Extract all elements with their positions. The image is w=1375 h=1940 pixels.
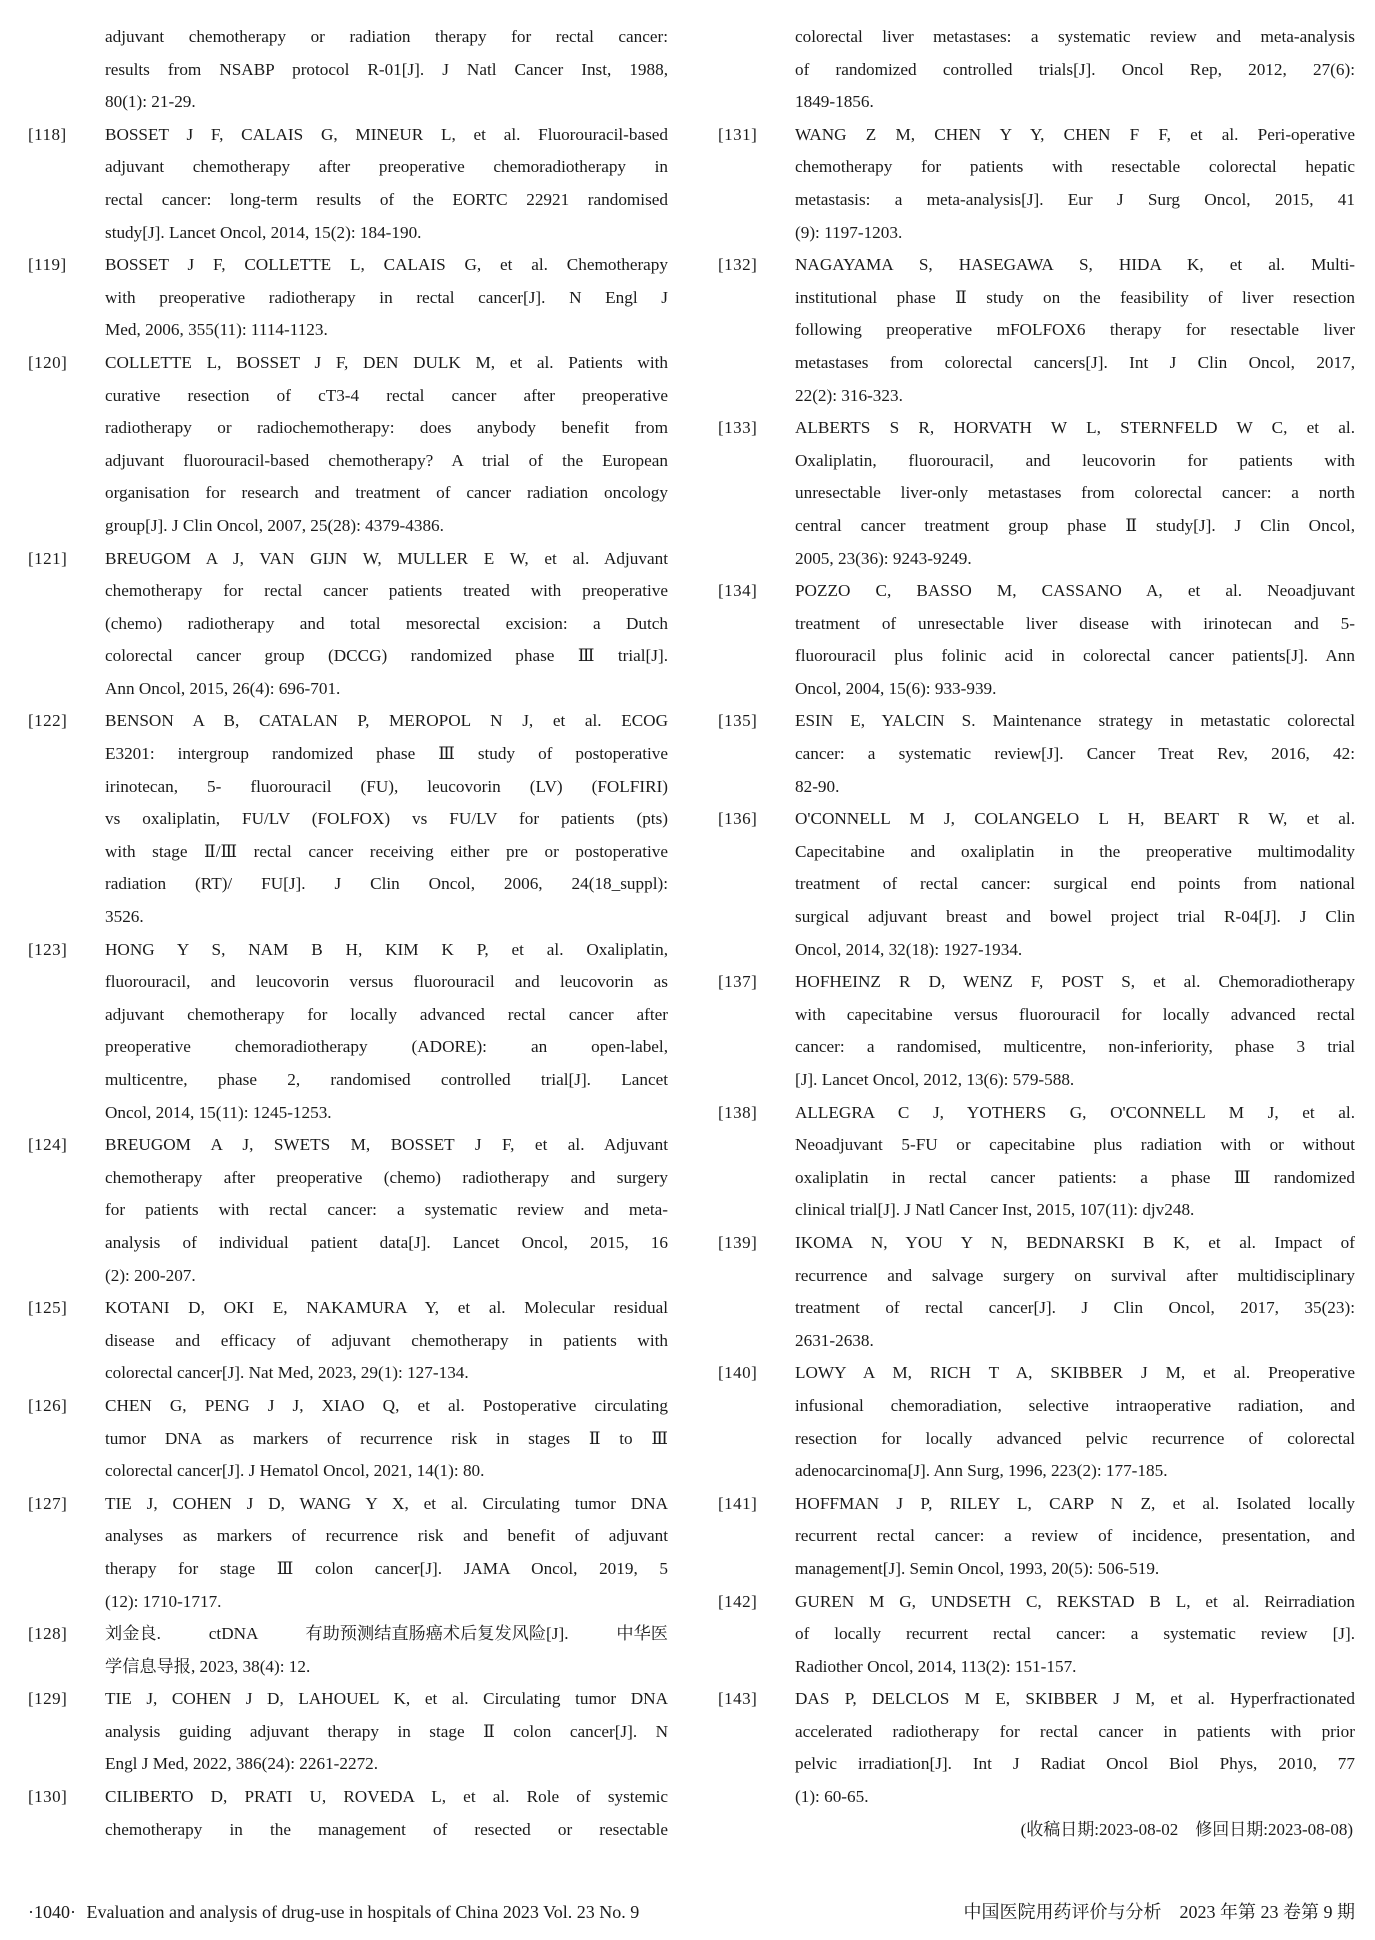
reference-entry — [28, 347, 668, 543]
reference-line: NAGAYAMA S, HASEGAWA S, HIDA K, et al. Multi- — [795, 255, 1355, 275]
reference-line: oxaliplatin in rectal cancer patients: a phase Ⅲ randomized — [795, 1167, 1355, 1187]
reference-continuation — [28, 21, 668, 119]
reference-number: [123] — [28, 939, 68, 959]
reference-entry — [28, 119, 668, 249]
reference-line: (9): 1197-1203. — [795, 222, 903, 242]
reference-entry — [718, 1488, 1355, 1586]
reference-line: colorectal cancer[J]. J Hematol Oncol, 2021, 14(1): 80. — [105, 1461, 485, 1481]
reference-line: accelerated radiotherapy for rectal cancer in patients with prior — [795, 1721, 1355, 1741]
reference-entry — [28, 543, 668, 706]
reference-entry — [718, 412, 1355, 575]
reference-line: BREUGOM A J, VAN GIJN W, MULLER E W, et al. Adjuvant — [105, 548, 668, 568]
journal-title-en: Evaluation and analysis of drug-use in hospitals of China 2023 Vol. 23 No. 9 — [86, 1902, 640, 1922]
reference-line: metastases from colorectal cancers[J]. Int J Clin Oncol, 2017, — [795, 352, 1355, 372]
reference-line: BREUGOM A J, SWETS M, BOSSET J F, et al. Adjuvant — [105, 1135, 668, 1155]
reference-line: chemotherapy for patients with resectable colorectal hepatic — [795, 157, 1355, 177]
reference-line: TIE J, COHEN J D, WANG Y X, et al. Circulating tumor DNA — [105, 1493, 668, 1513]
reference-line: (2): 200-207. — [105, 1265, 196, 1285]
reference-line: with capecitabine versus fluorouracil for locally advanced rectal — [795, 1004, 1355, 1024]
reference-line: 2005, 23(36): 9243-9249. — [795, 548, 972, 568]
reference-entry — [718, 1357, 1355, 1487]
reference-entry — [28, 1129, 668, 1292]
reference-line: adenocarcinoma[J]. Ann Surg, 1996, 223(2): 177-185. — [795, 1461, 1168, 1481]
reference-number: [129] — [28, 1689, 68, 1709]
reference-line: Ann Oncol, 2015, 26(4): 696-701. — [105, 678, 341, 698]
reference-line: 3526. — [105, 907, 144, 927]
reference-line: curative resection of cT3-4 rectal cancer after preoperative — [105, 385, 668, 405]
reference-line: chemotherapy after preoperative (chemo) radiotherapy and surgery — [105, 1167, 668, 1187]
reference-number: [118] — [28, 124, 67, 144]
reference-line: WANG Z M, CHEN Y Y, CHEN F F, et al. Peri-operative — [795, 124, 1355, 144]
reference-number: [135] — [718, 711, 758, 731]
reference-line: radiation (RT)/ FU[J]. J Clin Oncol, 2006, 24(18_suppl): — [105, 874, 668, 894]
reference-line: Oxaliplatin, fluorouracil, and leucovorin for patients with — [795, 450, 1355, 470]
reference-line: cancer: a systematic review[J]. Cancer Treat Rev, 2016, 42: — [795, 744, 1355, 764]
reference-number: [124] — [28, 1135, 68, 1155]
reference-entry — [28, 1390, 668, 1488]
reference-line: BOSSET J F, CALAIS G, MINEUR L, et al. Fluorouracil-based — [105, 124, 668, 144]
reference-line: BENSON A B, CATALAN P, MEROPOL N J, et al. ECOG — [105, 711, 668, 731]
reference-entry — [718, 1586, 1355, 1684]
reference-line: rectal cancer: long-term results of the EORTC 22921 randomised — [105, 189, 668, 209]
reference-entry — [718, 705, 1355, 803]
journal-title-cn: 中国医院用药评价与分析 2023 年第 23 卷第 9 期 — [963, 1902, 1355, 1922]
reference-line: IKOMA N, YOU Y N, BEDNARSKI B K, et al. Impact of — [795, 1232, 1355, 1252]
reference-entry — [28, 1781, 668, 1846]
reference-number: [141] — [718, 1493, 758, 1513]
reference-entry — [718, 249, 1355, 412]
reference-line: treatment of unresectable liver disease with irinotecan and 5- — [795, 613, 1355, 633]
reference-line: recurrent rectal cancer: a review of incidence, presentation, and — [795, 1526, 1355, 1546]
reference-number: [119] — [28, 255, 67, 275]
reference-entry — [28, 1618, 668, 1683]
reference-line: with preoperative radiotherapy in rectal cancer[J]. N Engl J — [105, 287, 668, 307]
reference-line: treatment of rectal cancer[J]. J Clin Oncol, 2017, 35(23): — [795, 1298, 1355, 1318]
reference-line: radiotherapy or radiochemotherapy: does anybody benefit from — [105, 418, 668, 438]
reference-line: chemotherapy in the management of resected or resectable — [105, 1819, 668, 1839]
reference-line: following preoperative mFOLFOX6 therapy for resectable liver — [795, 320, 1355, 340]
page-number: ·1040· — [28, 1902, 76, 1922]
reference-list — [28, 119, 668, 1846]
reference-line: HOFHEINZ R D, WENZ F, POST S, et al. Chemoradiotherapy — [795, 972, 1355, 992]
reference-line: E3201: intergroup randomized phase Ⅲ study of postoperative — [105, 744, 668, 764]
reference-line: therapy for stage Ⅲ colon cancer[J]. JAMA Oncol, 2019, 5 — [105, 1558, 668, 1578]
reference-line: preoperative chemoradiotherapy (ADORE): an open-label, — [105, 1037, 668, 1057]
reference-line: (chemo) radiotherapy and total mesorectal excision: a Dutch — [105, 613, 668, 633]
reference-number: [134] — [718, 581, 758, 601]
reference-entry — [718, 803, 1355, 966]
reference-line: adjuvant fluorouracil-based chemotherapy? A trial of the European — [105, 450, 668, 470]
reference-line: colorectal liver metastases: a systematic review and meta-analysis — [795, 27, 1355, 46]
reference-entry — [718, 119, 1355, 249]
reference-line: CHEN G, PENG J J, XIAO Q, et al. Postoperative circulating — [105, 1395, 668, 1415]
reference-entry — [28, 705, 668, 933]
reference-line: ALBERTS S R, HORVATH W L, STERNFELD W C, et al. — [795, 418, 1355, 438]
reference-line: Oncol, 2014, 15(11): 1245-1253. — [105, 1102, 332, 1122]
reference-number: [142] — [718, 1591, 758, 1611]
reference-number: [140] — [718, 1363, 758, 1383]
reference-line: results from NSABP protocol R-01[J]. J Natl Cancer Inst, 1988, — [105, 59, 668, 79]
reference-line: analysis guiding adjuvant therapy in stage Ⅱ colon cancer[J]. N — [105, 1721, 668, 1741]
reference-entry — [28, 934, 668, 1130]
reference-line: fluorouracil plus folinic acid in colorectal cancer patients[J]. Ann — [795, 646, 1355, 666]
reference-line: adjuvant chemotherapy for locally advanced rectal cancer after — [105, 1004, 668, 1024]
reference-line: HONG Y S, NAM B H, KIM K P, et al. Oxaliplatin, — [105, 939, 668, 959]
reference-line: unresectable liver-only metastases from colorectal cancer: a north — [795, 483, 1355, 503]
reference-line: for patients with rectal cancer: a systematic review and meta- — [105, 1200, 668, 1220]
reference-line: GUREN M G, UNDSETH C, REKSTAD B L, et al. Reirradiation — [795, 1591, 1355, 1611]
reference-line: ESIN E, YALCIN S. Maintenance strategy in metastatic colorectal — [795, 711, 1355, 731]
reference-line: study[J]. Lancet Oncol, 2014, 15(2): 184-190. — [105, 222, 422, 242]
reference-number: [128] — [28, 1624, 68, 1644]
reference-entry — [28, 1488, 668, 1618]
reference-list — [718, 119, 1355, 1814]
reference-number: [122] — [28, 711, 68, 731]
reference-line: adjuvant chemotherapy after preoperative chemoradiotherapy in — [105, 157, 668, 177]
reference-number: [143] — [718, 1689, 758, 1709]
reference-line: adjuvant chemotherapy or radiation therapy for rectal cancer: — [105, 27, 668, 46]
reference-line: cancer: a randomised, multicentre, non-inferiority, phase 3 trial — [795, 1037, 1355, 1057]
reference-line: vs oxaliplatin, FU/LV (FOLFOX) vs FU/LV for patients (pts) — [105, 809, 668, 829]
footer-right — [964, 1897, 1356, 1927]
reference-line: CILIBERTO D, PRATI U, ROVEDA L, et al. Role of systemic — [105, 1787, 668, 1807]
reference-line: irinotecan, 5- fluorouracil (FU), leucovorin (LV) (FOLFIRI) — [105, 776, 668, 796]
reference-number: [121] — [28, 548, 68, 568]
reference-entry — [718, 575, 1355, 705]
reference-line: recurrence and salvage surgery on survival after multidisciplinary — [795, 1265, 1355, 1285]
reference-line: Engl J Med, 2022, 386(24): 2261-2272. — [105, 1754, 379, 1774]
reference-line: [J]. Lancet Oncol, 2012, 13(6): 579-588. — [795, 1070, 1075, 1089]
reference-line: (12): 1710-1717. — [105, 1591, 222, 1611]
reference-line: DAS P, DELCLOS M E, SKIBBER J M, et al. Hyperfractionated — [795, 1689, 1355, 1709]
reference-line: KOTANI D, OKI E, NAKAMURA Y, et al. Molecular residual — [105, 1298, 668, 1318]
reference-line: Oncol, 2004, 15(6): 933-939. — [795, 678, 997, 698]
reference-number: [136] — [718, 809, 758, 829]
reference-line: Oncol, 2014, 32(18): 1927-1934. — [795, 939, 1023, 959]
reference-line: Neoadjuvant 5-FU or capecitabine plus radiation with or without — [795, 1135, 1355, 1155]
reference-line: treatment of rectal cancer: surgical end points from national — [795, 874, 1355, 894]
reference-entry — [28, 249, 668, 347]
reference-line: management[J]. Semin Oncol, 1993, 20(5): 506-519. — [795, 1558, 1160, 1578]
reference-line: 1849-1856. — [795, 92, 874, 112]
reference-line: pelvic irradiation[J]. Int J Radiat Oncol Biol Phys, 2010, 77 — [795, 1754, 1355, 1774]
reference-line: Radiother Oncol, 2014, 113(2): 151-157. — [795, 1656, 1077, 1676]
reference-line: surgical adjuvant breast and bowel project trial R-04[J]. J Clin — [795, 907, 1355, 927]
reference-line: O'CONNELL M J, COLANGELO L H, BEART R W, et al. — [795, 809, 1355, 829]
reference-line: central cancer treatment group phase Ⅱ study[J]. J Clin Oncol, — [795, 515, 1355, 535]
reference-line: organisation for research and treatment of cancer radiation oncology — [105, 483, 668, 503]
right-column — [718, 21, 1355, 1846]
reference-line: analysis of individual patient data[J]. Lancet Oncol, 2015, 16 — [105, 1232, 668, 1252]
reference-line: POZZO C, BASSO M, CASSANO A, et al. Neoadjuvant — [795, 581, 1355, 601]
reference-line: HOFFMAN J P, RILEY L, CARP N Z, et al. Isolated locally — [795, 1493, 1355, 1513]
reference-line: COLLETTE L, BOSSET J F, DEN DULK M, et al. Patients with — [105, 352, 668, 372]
reference-line: metastasis: a meta-analysis[J]. Eur J Surg Oncol, 2015, 41 — [795, 189, 1355, 209]
reference-line: colorectal cancer group (DCCG) randomized phase Ⅲ trial[J]. — [105, 646, 668, 666]
reference-number: [126] — [28, 1395, 68, 1415]
reference-line: fluorouracil, and leucovorin versus fluorouracil and leucovorin as — [105, 972, 668, 992]
reference-continuation — [718, 21, 1355, 119]
reference-line: institutional phase Ⅱ study on the feasibility of liver resection — [795, 287, 1355, 307]
reference-line: ALLEGRA C J, YOTHERS G, O'CONNELL M J, et al. — [795, 1102, 1355, 1122]
reference-line: 22(2): 316-323. — [795, 385, 903, 405]
reference-line: analyses as markers of recurrence risk and benefit of adjuvant — [105, 1526, 668, 1546]
reference-line: 2631-2638. — [795, 1330, 874, 1350]
received-date-note: (收稿日期:2023-08-02 修回日期:2023-08-08) — [1020, 1819, 1353, 1839]
reference-number: [133] — [718, 418, 758, 438]
reference-line: infusional chemoradiation, selective intraoperative radiation, and — [795, 1395, 1355, 1415]
reference-line: of locally recurrent rectal cancer: a systematic review [J]. — [795, 1624, 1355, 1644]
reference-entry — [718, 1683, 1355, 1813]
reference-number: [131] — [718, 124, 758, 144]
reference-line: TIE J, COHEN J D, LAHOUEL K, et al. Circulating tumor DNA — [105, 1689, 668, 1709]
reference-line: disease and efficacy of adjuvant chemotherapy in patients with — [105, 1330, 668, 1350]
reference-line: Capecitabine and oxaliplatin in the preoperative multimodality — [795, 841, 1355, 861]
reference-entry — [28, 1683, 668, 1781]
reference-line: tumor DNA as markers of recurrence risk in stages Ⅱ to Ⅲ — [105, 1428, 668, 1448]
reference-entry — [718, 1227, 1355, 1357]
reference-line: 82-90. — [795, 776, 840, 796]
reference-line: (1): 60-65. — [795, 1787, 869, 1807]
reference-number: [120] — [28, 352, 68, 372]
reference-number: [138] — [718, 1102, 758, 1122]
footer-left — [28, 1897, 639, 1927]
reference-line: group[J]. J Clin Oncol, 2007, 25(28): 4379-4386. — [105, 515, 444, 535]
reference-entry — [718, 1097, 1355, 1227]
reference-line: 刘金良. ctDNA 有助预测结直肠癌术后复发风险[J]. 中华医 — [105, 1624, 668, 1644]
reference-entry — [718, 966, 1355, 1096]
reference-line: multicentre, phase 2, randomised controlled trial[J]. Lancet — [105, 1070, 668, 1089]
reference-number: [127] — [28, 1493, 68, 1513]
reference-number: [132] — [718, 255, 758, 275]
reference-number: [130] — [28, 1787, 68, 1807]
reference-line: colorectal cancer[J]. Nat Med, 2023, 29(1): 127-134. — [105, 1363, 469, 1383]
reference-entry — [28, 1292, 668, 1390]
reference-line: Med, 2006, 355(11): 1114-1123. — [105, 320, 328, 340]
reference-line: LOWY A M, RICH T A, SKIBBER J M, et al. Preoperative — [795, 1363, 1355, 1383]
reference-line: clinical trial[J]. J Natl Cancer Inst, 2015, 107(11): djv248. — [795, 1200, 1195, 1220]
reference-line: chemotherapy for rectal cancer patients treated with preoperative — [105, 581, 668, 601]
reference-line: resection for locally advanced pelvic recurrence of colorectal — [795, 1428, 1355, 1448]
reference-line: with stage Ⅱ/Ⅲ rectal cancer receiving either pre or postoperative — [105, 841, 668, 861]
reference-line: 学信息导报, 2023, 38(4): 12. — [105, 1656, 311, 1676]
reference-number: [125] — [28, 1298, 68, 1318]
reference-line: BOSSET J F, COLLETTE L, CALAIS G, et al. Chemotherapy — [105, 255, 668, 275]
reference-number: [137] — [718, 972, 758, 992]
reference-number: [139] — [718, 1232, 758, 1252]
reference-line: of randomized controlled trials[J]. Oncol Rep, 2012, 27(6): — [795, 59, 1355, 79]
left-column — [28, 21, 668, 1846]
reference-line: 80(1): 21-29. — [105, 92, 196, 112]
